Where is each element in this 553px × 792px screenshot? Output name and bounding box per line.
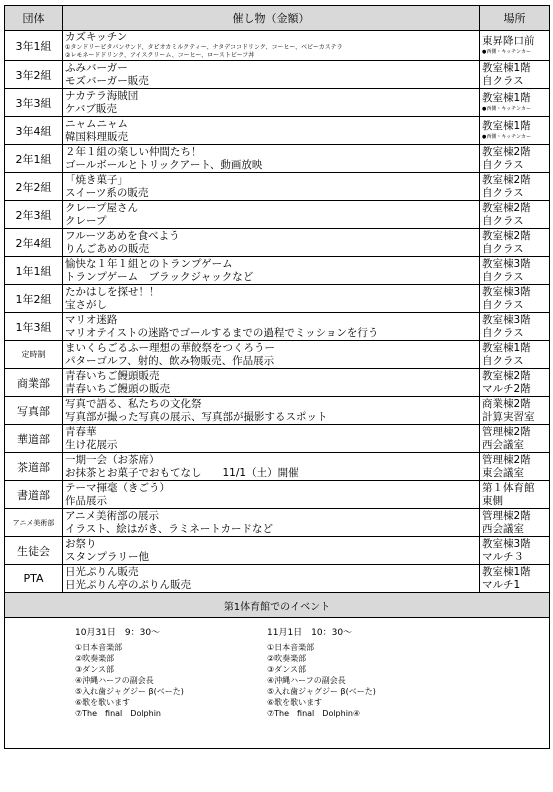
group-cell: 2年3組 bbox=[5, 201, 63, 229]
event-line: クレープ bbox=[65, 214, 107, 227]
table-row bbox=[5, 537, 550, 565]
event-cell bbox=[63, 229, 480, 257]
place-line: 教室棟3階 bbox=[482, 285, 531, 298]
event-line: ２年１組の楽しい仲間たち！ bbox=[65, 145, 202, 158]
event-cell bbox=[63, 61, 480, 89]
place-line: 教室棟1階 bbox=[482, 341, 531, 354]
place-note: ●西側・キッチンカー bbox=[482, 49, 532, 55]
event-cell bbox=[63, 509, 480, 537]
table-row bbox=[5, 89, 550, 117]
group-cell: 1年2組 bbox=[5, 285, 63, 313]
group-cell: 写真部 bbox=[5, 397, 63, 425]
day2-date: 11月1日 10：30～ bbox=[267, 628, 353, 638]
header-place: 場所 bbox=[480, 6, 550, 31]
schedule-item: ②吹奏楽部 bbox=[267, 654, 307, 663]
events-schedule bbox=[7, 618, 547, 748]
place-cell bbox=[480, 425, 550, 453]
place-line: 教室棟1階 bbox=[482, 61, 531, 74]
event-cell bbox=[63, 173, 480, 201]
place-cell bbox=[480, 341, 550, 369]
schedule-item: ①日本音楽部 bbox=[267, 643, 315, 652]
event-cell bbox=[63, 257, 480, 285]
table-row bbox=[5, 173, 550, 201]
table-row bbox=[5, 313, 550, 341]
group-cell: 華道部 bbox=[5, 425, 63, 453]
place-cell bbox=[480, 285, 550, 313]
event-line: カズキッチン bbox=[65, 31, 128, 43]
event-line: たかはしを探せ！！ bbox=[65, 285, 160, 298]
table-row bbox=[5, 31, 550, 61]
place-line: 教室棟3階 bbox=[482, 257, 531, 270]
event-line: マリオテイストの迷路でゴールするまでの過程でミッションを行う bbox=[65, 326, 379, 339]
group-cell: 3年3組 bbox=[5, 89, 63, 117]
table-row bbox=[5, 425, 550, 453]
event-line: ゴールボールとトリックアート、動画放映 bbox=[65, 158, 263, 171]
schedule-item: ④沖縄ハーフの副会長 bbox=[75, 676, 154, 685]
day1-date: 10月31日 9：30～ bbox=[75, 628, 161, 638]
place-line: マルチ2階 bbox=[482, 382, 531, 395]
schedule-item: ②吹奏楽部 bbox=[75, 654, 115, 663]
event-menu-line: ①タンドリーピタパンサンド、タピオカミルクティー、ナタデココドリンク、コーヒー、ベビーカステラ bbox=[65, 44, 343, 51]
event-cell bbox=[63, 201, 480, 229]
schedule-item: ⑥歌を歌います bbox=[267, 698, 323, 707]
event-line: パターゴルフ、射的、飲み物販売、作品展示 bbox=[65, 354, 275, 367]
events-schedule-row bbox=[5, 618, 550, 749]
schedule-item: ⑤入れ歯ジャグジー β(ベーた) bbox=[267, 687, 376, 696]
place-line: マルチ1 bbox=[482, 578, 521, 591]
place-line: 自クラス bbox=[482, 214, 524, 227]
schedule-item: ⑦The final Dolphin④ bbox=[267, 709, 361, 718]
place-line: 自クラス bbox=[482, 270, 524, 283]
place-cell bbox=[480, 61, 550, 89]
table-row bbox=[5, 257, 550, 285]
table-row bbox=[5, 117, 550, 145]
event-line: スイーツ系の販売 bbox=[65, 186, 149, 199]
place-line: 西会議室 bbox=[482, 522, 524, 535]
event-line: トランプゲーム ブラックジャックなど bbox=[65, 270, 254, 283]
header-group: 団体 bbox=[5, 6, 63, 31]
place-line: 自クラス bbox=[482, 354, 524, 367]
event-line: モズバーガー販売 bbox=[65, 74, 149, 87]
event-line: イラスト、絵はがき、ラミネートカードなど bbox=[65, 522, 274, 535]
event-line: 青春いちご饅頭の販売 bbox=[65, 382, 170, 395]
day1-items bbox=[75, 642, 184, 719]
place-cell bbox=[480, 481, 550, 509]
event-cell bbox=[63, 117, 480, 145]
event-cell bbox=[63, 369, 480, 397]
event-line: スタンプラリー他 bbox=[65, 550, 149, 563]
place-line: 教室棟2階 bbox=[482, 369, 531, 382]
day2-items bbox=[267, 642, 376, 719]
place-line: 東昇降口前 bbox=[482, 35, 535, 47]
place-line: 自クラス bbox=[482, 326, 524, 339]
events-title: 第1体育館でのイベント bbox=[5, 593, 550, 618]
event-menu-line: ②レモネードドリンク、アイスクリーム、コーヒー、ローストビーフ丼 bbox=[65, 52, 255, 59]
day2-schedule bbox=[267, 628, 376, 719]
place-line: 自クラス bbox=[482, 186, 524, 199]
table-row bbox=[5, 397, 550, 425]
schedule-item: ⑦The final Dolphin bbox=[75, 709, 162, 718]
group-cell: 3年2組 bbox=[5, 61, 63, 89]
event-cell bbox=[63, 285, 480, 313]
event-cell bbox=[63, 481, 480, 509]
group-cell: 1年1組 bbox=[5, 257, 63, 285]
place-cell bbox=[480, 31, 550, 61]
event-cell bbox=[63, 397, 480, 425]
place-line: 商業棟2階 bbox=[482, 397, 531, 410]
event-line: 青春華 bbox=[65, 425, 97, 438]
schedule-item: ⑥歌を歌います bbox=[75, 698, 131, 707]
schedule-item: ①日本音楽部 bbox=[75, 643, 123, 652]
group-cell: 3年4組 bbox=[5, 117, 63, 145]
event-line: 愉快な１年１組とのトランプゲーム bbox=[65, 257, 233, 270]
place-line: 東会議室 bbox=[482, 466, 524, 479]
group-cell: 書道部 bbox=[5, 481, 63, 509]
place-line: 自クラス bbox=[482, 298, 524, 311]
place-cell bbox=[480, 145, 550, 173]
event-line: 日光ぷりん亭のぷりん販売 bbox=[65, 578, 191, 591]
event-line: ニャムニャム bbox=[65, 117, 128, 130]
program-table bbox=[4, 5, 550, 749]
place-line: 教室棟2階 bbox=[482, 173, 531, 186]
place-line: 管理棟2階 bbox=[482, 425, 531, 438]
place-line: 西会議室 bbox=[482, 438, 524, 451]
place-cell bbox=[480, 257, 550, 285]
place-line: 教室棟2階 bbox=[482, 201, 531, 214]
event-line: 生け花展示 bbox=[65, 438, 118, 451]
place-line: 教室棟1階 bbox=[482, 92, 531, 104]
table-row bbox=[5, 453, 550, 481]
event-line: アニメ美術部の展示 bbox=[65, 509, 159, 522]
table-row bbox=[5, 369, 550, 397]
table-row bbox=[5, 341, 550, 369]
place-cell bbox=[480, 537, 550, 565]
event-line: 作品展示 bbox=[65, 494, 107, 507]
events-header-row bbox=[5, 593, 550, 618]
header-row bbox=[5, 6, 550, 31]
event-line: テーマ揮毫（きごう） bbox=[65, 481, 170, 494]
place-cell bbox=[480, 453, 550, 481]
place-cell bbox=[480, 369, 550, 397]
place-cell bbox=[480, 173, 550, 201]
group-cell: 茶道部 bbox=[5, 453, 63, 481]
table-row bbox=[5, 509, 550, 537]
event-line: フルーツあめを食べよう bbox=[65, 229, 180, 242]
event-cell bbox=[63, 145, 480, 173]
event-cell bbox=[63, 425, 480, 453]
table-row bbox=[5, 229, 550, 257]
place-cell bbox=[480, 229, 550, 257]
day1-schedule bbox=[75, 628, 184, 719]
place-line: 教室棟2階 bbox=[482, 145, 531, 158]
table-row bbox=[5, 201, 550, 229]
table-row bbox=[5, 285, 550, 313]
schedule-item: ③ダンス部 bbox=[267, 665, 307, 674]
event-line: 一期一会（お茶席） bbox=[65, 453, 160, 466]
event-cell bbox=[63, 565, 480, 593]
table-row bbox=[5, 61, 550, 89]
table-row bbox=[5, 565, 550, 593]
group-cell: 定時制 bbox=[5, 341, 63, 369]
event-cell bbox=[63, 453, 480, 481]
group-cell: 1年3組 bbox=[5, 313, 63, 341]
group-cell: PTA bbox=[5, 565, 63, 593]
event-line: ふみバーガー bbox=[65, 61, 128, 74]
event-cell bbox=[63, 31, 480, 61]
event-cell bbox=[63, 313, 480, 341]
place-line: 教室棟1階 bbox=[482, 120, 531, 132]
rows-body bbox=[5, 31, 550, 593]
group-cell: 2年1組 bbox=[5, 145, 63, 173]
event-line: 写真部が撮った写真の展示、写真部が撮影するスポット bbox=[65, 410, 328, 423]
place-line: 管理棟2階 bbox=[482, 509, 531, 522]
place-line: 教室棟2階 bbox=[482, 229, 531, 242]
event-line: お抹茶とお菓子でおもてなし 11/1（土）開催 bbox=[65, 466, 299, 479]
place-line: 東側 bbox=[482, 494, 503, 507]
group-cell: 3年1組 bbox=[5, 31, 63, 61]
event-line: りんごあめの販売 bbox=[65, 242, 149, 255]
group-cell: アニメ美術部 bbox=[5, 509, 63, 537]
schedule-item: ⑤入れ歯ジャグジー β(ベーた) bbox=[75, 687, 184, 696]
group-cell: 2年4組 bbox=[5, 229, 63, 257]
event-line: クレープ屋さん bbox=[65, 201, 138, 214]
place-line: 教室棟1階 bbox=[482, 565, 531, 578]
place-line: マルチ３ bbox=[482, 550, 524, 563]
place-cell bbox=[480, 201, 550, 229]
place-line: 自クラス bbox=[482, 158, 524, 171]
place-line: 教室棟3階 bbox=[482, 313, 531, 326]
group-cell: 生徒会 bbox=[5, 537, 63, 565]
place-note: ●西側・キッチンカー bbox=[482, 106, 532, 112]
table-row bbox=[5, 145, 550, 173]
place-cell bbox=[480, 89, 550, 117]
place-cell bbox=[480, 313, 550, 341]
place-line: 第１体育館 bbox=[482, 481, 535, 494]
table-row bbox=[5, 481, 550, 509]
event-cell bbox=[63, 341, 480, 369]
place-cell bbox=[480, 565, 550, 593]
event-line: お祭り bbox=[65, 537, 97, 550]
event-cell bbox=[63, 537, 480, 565]
event-line: まいくらごるふー理想の華餃祭をつくろうー bbox=[65, 341, 275, 354]
place-line: 教室棟3階 bbox=[482, 537, 531, 550]
schedule-item: ③ダンス部 bbox=[75, 665, 115, 674]
event-line: ナカテラ海賊団 bbox=[65, 89, 139, 102]
header-event: 催し物（金額） bbox=[63, 6, 480, 31]
place-line: 管理棟2階 bbox=[482, 453, 531, 466]
place-cell bbox=[480, 117, 550, 145]
event-line: ケバブ販売 bbox=[65, 102, 117, 115]
place-cell bbox=[480, 397, 550, 425]
event-line: 宝さがし bbox=[65, 298, 107, 311]
group-cell: 商業部 bbox=[5, 369, 63, 397]
schedule-item: ④沖縄ハーフの副会長 bbox=[267, 676, 346, 685]
group-cell: 2年2組 bbox=[5, 173, 63, 201]
event-line: 日光ぷりん販売 bbox=[65, 565, 139, 578]
place-note: ●西側・キッチンカー bbox=[482, 134, 532, 140]
event-line: 青春いちご饅頭販売 bbox=[65, 369, 160, 382]
place-cell bbox=[480, 509, 550, 537]
place-line: 自クラス bbox=[482, 242, 524, 255]
event-line: 「焼き菓子」 bbox=[65, 173, 128, 186]
event-line: マリオ迷路 bbox=[65, 313, 118, 326]
event-cell bbox=[63, 89, 480, 117]
event-line: 写真で語る、私たちの文化祭 bbox=[65, 397, 202, 410]
place-line: 自クラス bbox=[482, 74, 524, 87]
event-line: 韓国料理販売 bbox=[65, 130, 128, 143]
place-line: 計算実習室 bbox=[482, 410, 535, 423]
